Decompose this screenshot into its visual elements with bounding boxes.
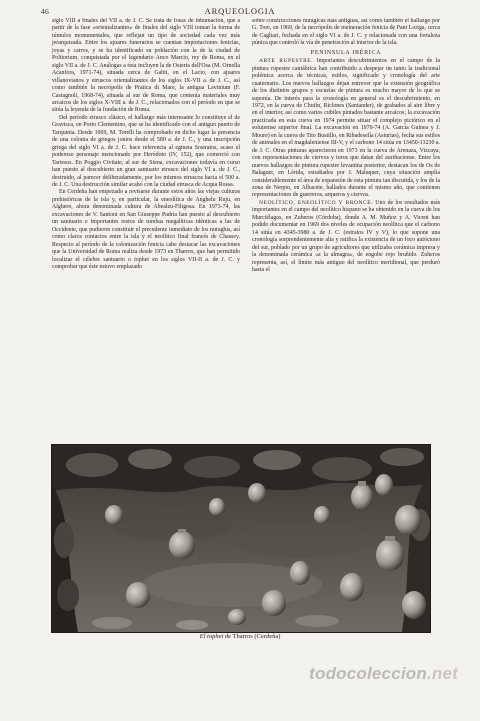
right-paragraph-1 xyxy=(252,58,440,200)
left-paragraph-1: siglo VIII a finales del VII a. de J. C. Se trata de fosas de inhumación, que a partir de la fase «orientalizantes» de finales del siglo VIII toman la forma de túmulos monumentales, que reflejan un tipo de sociedad cada vez más jerarquizada. Entre los ajuares funerarios se cuentan importaciones fenicias, joyas y carros, y se ha identificado su población con la de la ciudad de Politorium, conquistada por el legendario Anco Marcio, rey de Roma, en el siglo VII a. de J. C. Análogas a ésta incluyen la de Osteria dell'Osa (M. Ornella Acanfora, 1971-74), situada cerca de Gabii, en el Lacio, con ajuares villanovianos y etruscos orientalizantes de los siglos IX-VII a. de J. C., así como también la necrópolis de Pratica di Mare, la antigua Lavinium (F. Castagnoli, 1968-74), situada al sur de Roma, que contenía materiales muy arcaicos de los siglos X-VIII a. de J. C., relacionados con el período en que se sitúa la leyenda de la fundación de Roma. xyxy=(52,18,240,114)
caption-italic: El tophet xyxy=(199,633,224,640)
watermark-suffix: .net xyxy=(426,664,458,683)
section-heading: PENINSULA IBÉRICA xyxy=(310,49,382,56)
right-paragraph-2-text: Uno de los resultados más importantes en el campo del neolítico hispano se ha obtenido en la cueva de los Murciélagos, en Zuheros (Córdoba), donde A. M. Muñoz y A. Vicent han podido documentar en 1969 dos niveles de ocupación neolítica que el carbono 14 sitúa en 4345-3980 a. de J. C. (estratos IV y V), lo que supone una cronología sorprendentemente alta y ratifica la existencia de un foco autóctono del sur, poblado por un grupo de agricultores que utilizaba cerámica impresa y la denominada cerámica «a la almagra», de engobe rojo bruñido. Zuheros representa, así, el límite más antiguo del neolítico meridional, que perduró hasta el xyxy=(252,199,440,273)
caption-text: de Tharros (Cerdeña) xyxy=(223,633,281,640)
right-paragraph-2 xyxy=(252,200,440,275)
left-paragraph-3: En Cerdeña han empezado a revisarse durante estos años las viejas culturas prehistóricas de la isla y, en particular, la eneolítica de Anghelu Ruju, en Alghero, ahora denominada cultura de Abealzu-Filigosa. En 1973-74, las excavaciones de V. Santoni en San Giuseppe Padria han puesto al descubierto un santuario e importantes restos de tumbas megalíticas idénticas a las de Occidente, que pudieron constituir el precedente inmediato de los nuraghis, así como claros contactos entre la isla y el neolítico final francés de Chassey. Respecto al período de la colonización fenicia cabe destacar las excavaciones que la Universidad de Roma realiza desde 1973 en Tharros, que han permitido localizar el célebre santuario o tophet en los siglos VII-II a. de J. C. y comprobar que éste estuvo emplazado xyxy=(52,189,240,270)
text-columns xyxy=(52,18,440,438)
figure-caption xyxy=(0,633,480,640)
left-paragraph-2: Del período etrusco clásico, el hallazgo más interesante lo constituye el de Gravisca, en Porto Clementino, que se ha identificado con el antiguo puerto de Tarquinia. Desde 1969, M. Torelli ha comprobado en dicho lugar la presencia de una colonia de griegos jonios desde el 580 a. de J. C., y una inscripción griega del siglo VI a. de J. C. hace referencia al egineta Sostratos, acaso el poderoso personaje mencionado por Heródoto (IV, 152), que comerció con Tartesos. En Poggio Civitate, al sur de Siena, excavaciones todavía en curso han puesto al descubierto un gran santuario etrusco del siglo VI a. de J. C., destruido, al parecer deliberadamente, por los mismos etruscos hacia el 500 a. de J. C. Una destrucción similar acabó con la ciudad etrusca de Acqua Rossa. xyxy=(52,114,240,188)
photo-illustration xyxy=(52,445,430,632)
tophet-photograph xyxy=(51,444,431,633)
right-intro-paragraph: sobre construcciones nurágicas más antiguas, así como también el hallazgo por G. Tore, en 1969, de la necrópolis de meineración fenicia de Pani Loriga, cerca de Cagliari, fechada en el siglo VI a. de J. C. y relacionada con una fortaleza púnica que controló la vía de penetración al interior de la isla. xyxy=(252,18,440,47)
watermark xyxy=(309,664,458,684)
left-column xyxy=(52,18,240,438)
watermark-main: todocoleccion xyxy=(309,664,427,683)
rubric-arte-rupestre: ARTE RUPESTRE. xyxy=(259,58,314,65)
page-number: 46 xyxy=(41,7,50,16)
right-column xyxy=(252,18,440,438)
rubric-neolitico: NEOLÍTICO, ENEOLÍTICO Y BRONCE. xyxy=(259,199,374,206)
right-paragraph-1-text: Importantes descubrimientos en el campo de la pintura rupestre cantábrica han contribuido a despejar un tanto la tradicional polémica acerca de técnicas, estilos, significado y cronología del arte cuaternario. Los nuevos hallazgos dejan entrever que la extensión geográfica de los distintos grupos y escuelas de pintura es mucho mayor de lo que se suponía. De interés para la cronología en general es el descubrimiento, en 1972, en la cueva de Chufín, Riclones (Santander), de grabados al aire libre y en el interior, así como varios cubiles pintados bastante arcaicos; la excavación practicada en esta cueva en 1974 permite situar el complejo pictórico en el solutrense superior final. La excavación en 1970-74 (A. García Guinea y J. Moure) en la cueva de Tito Bustillo, en Ribadesella (Asturias), fecha sus estilos de animales en el magdaleniense III-V, y el carbono 14 sitúa en 13450-13230 a. de J. C. Otras pinturas aparecieron en 1973 en la cueva de Arenaza, Vizcaya, con representaciones de ciervos y toros que datan del auriñaciense. Entre los nuevos hallazgos de pintura rupestre levantina posterior, destacan los de Os de Balaguer, en Lérida, estudiados por J. Maluquer, cuya situación amplía considerablemente el área de expansión de esta pintura tan discutida, y los de la zona de Nerpio, en Albacete, hallados durante el mismo año, que contienen representaciones de guerreros, arqueros y ciervos. xyxy=(252,58,440,199)
running-title: ARQUEOLOGIA xyxy=(204,6,276,16)
